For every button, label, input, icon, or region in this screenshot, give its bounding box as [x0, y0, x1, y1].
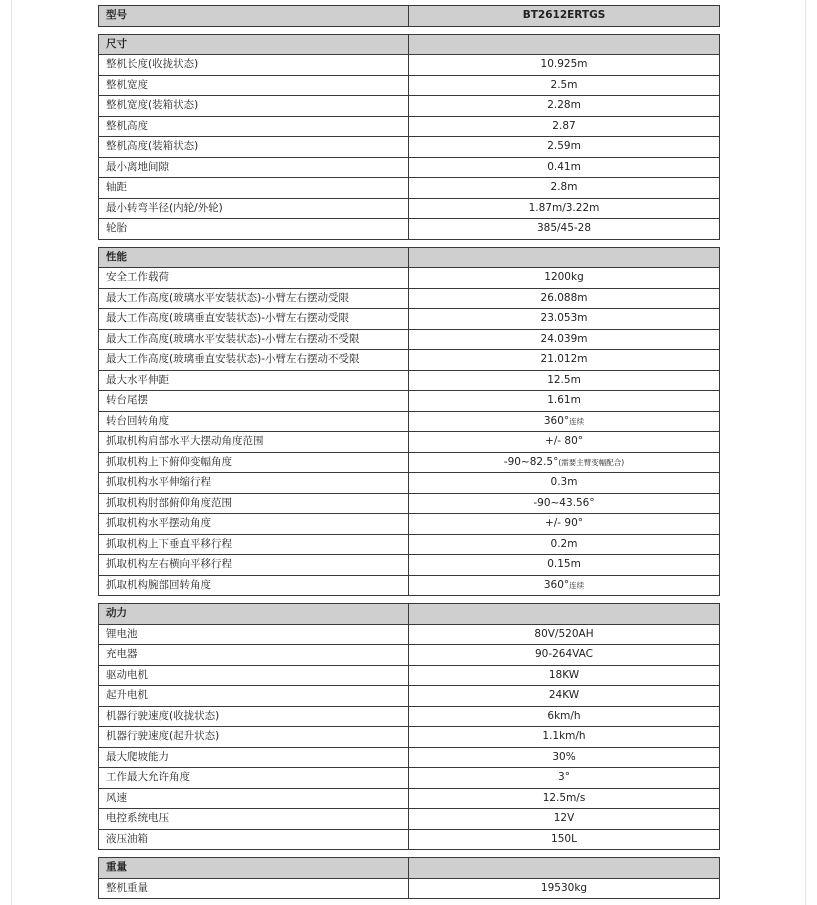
spec-row [99, 432, 720, 453]
spec-row [99, 116, 720, 137]
spec-label: 工作最大允许角度 [99, 768, 409, 789]
spec-value: 12.5m [547, 373, 581, 386]
spec-label: 锂电池 [99, 624, 409, 645]
spec-value-cell [409, 75, 720, 96]
spec-value: 2.87 [552, 119, 576, 132]
spec-label: 风速 [99, 788, 409, 809]
section-title: 性能 [99, 247, 409, 268]
spec-value: -90~43.56° [533, 496, 595, 509]
spec-row [99, 809, 720, 830]
spec-row [99, 878, 720, 899]
spec-label: 抓取机构左右横向平移行程 [99, 555, 409, 576]
spec-label: 充电器 [99, 645, 409, 666]
spec-row [99, 493, 720, 514]
spec-value: 6km/h [547, 709, 581, 722]
spec-value-cell [409, 575, 720, 596]
spec-value: 0.15m [547, 558, 581, 571]
page-edge-right [805, 0, 806, 905]
spec-row [99, 350, 720, 371]
spec-value: 18KW [548, 668, 580, 681]
spec-row [99, 624, 720, 645]
spec-value: 12V [553, 812, 575, 825]
spec-row [99, 452, 720, 473]
spec-label: 最大水平伸距 [99, 370, 409, 391]
spec-row [99, 75, 720, 96]
spec-value-cell [409, 665, 720, 686]
spec-row [99, 706, 720, 727]
section-header-blank [409, 34, 720, 55]
spec-label: 转台尾摆 [99, 391, 409, 412]
spec-value-note: 连续 [569, 580, 585, 590]
section-title: 重量 [99, 858, 409, 879]
spec-value: 0.41m [547, 160, 581, 173]
spec-row [99, 309, 720, 330]
spec-row [99, 178, 720, 199]
spec-value-cell [409, 96, 720, 117]
spec-value: 24KW [548, 689, 580, 702]
spec-value-cell [409, 788, 720, 809]
spec-value: 21.012m [540, 353, 588, 366]
spec-value-cell [409, 432, 720, 453]
spec-row [99, 514, 720, 535]
spec-value: 385/45-28 [536, 222, 592, 235]
spec-value: 150L [551, 832, 577, 845]
spec-row [99, 555, 720, 576]
spec-value: 360° [543, 414, 570, 427]
spec-label: 转台回转角度 [99, 411, 409, 432]
spec-label: 抓取机构腕部回转角度 [99, 575, 409, 596]
spec-label: 抓取机构水平摆动角度 [99, 514, 409, 535]
spec-value: 0.3m [550, 476, 578, 489]
spec-row [99, 575, 720, 596]
spec-value-cell [409, 686, 720, 707]
spec-label: 最大工作高度(玻璃垂直安装状态)-小臂左右摆动受限 [99, 309, 409, 330]
spec-value-cell [409, 645, 720, 666]
spec-row [99, 727, 720, 748]
spec-value: 2.5m [550, 78, 578, 91]
spec-value: 23.053m [540, 312, 588, 325]
spec-row [99, 219, 720, 240]
spec-value: 2.8m [550, 181, 578, 194]
section-header-row [99, 34, 720, 55]
spec-label: 整机重量 [99, 878, 409, 899]
spec-row [99, 768, 720, 789]
model-label: 型号 [99, 6, 409, 27]
spec-value: 30% [552, 750, 576, 763]
spec-label: 整机长度(收拢状态) [99, 55, 409, 76]
spec-value: 0.2m [550, 537, 578, 550]
spec-value: +/- 90° [544, 517, 584, 530]
spec-value-cell [409, 514, 720, 535]
spec-value: +/- 80° [544, 435, 584, 448]
spec-row [99, 473, 720, 494]
spec-value-cell [409, 268, 720, 289]
spec-row [99, 268, 720, 289]
spec-label: 最小转弯半径(内轮/外轮) [99, 198, 409, 219]
section-gap [99, 239, 720, 247]
spec-value-cell [409, 555, 720, 576]
spec-value-cell [409, 370, 720, 391]
spec-row [99, 534, 720, 555]
spec-row [99, 686, 720, 707]
spec-label: 整机高度 [99, 116, 409, 137]
spec-label: 最大工作高度(玻璃水平安装状态)-小臂左右摆动受限 [99, 288, 409, 309]
spec-row [99, 329, 720, 350]
spec-row [99, 55, 720, 76]
spec-row [99, 645, 720, 666]
spec-row [99, 157, 720, 178]
spec-value-cell [409, 55, 720, 76]
section-header-row [99, 858, 720, 879]
spec-sheet [98, 5, 719, 899]
spec-value-cell [409, 452, 720, 473]
section-title: 尺寸 [99, 34, 409, 55]
spec-row [99, 665, 720, 686]
spec-label: 抓取机构肘部俯仰角度范围 [99, 493, 409, 514]
spec-row [99, 829, 720, 850]
spec-label: 整机宽度(装箱状态) [99, 96, 409, 117]
spec-value-note: (需要主臂变幅配合) [558, 457, 625, 467]
spec-value-cell [409, 768, 720, 789]
spec-label: 最大工作高度(玻璃水平安装状态)-小臂左右摆动不受限 [99, 329, 409, 350]
spec-row [99, 391, 720, 412]
section-header-row [99, 604, 720, 625]
spec-label: 抓取机构上下垂直平移行程 [99, 534, 409, 555]
spec-value: 1.87m/3.22m [528, 201, 600, 214]
spec-label: 最小离地间隙 [99, 157, 409, 178]
spec-value-cell [409, 309, 720, 330]
spec-value-note: 连续 [569, 416, 585, 426]
spec-label: 液压油箱 [99, 829, 409, 850]
model-header-row [99, 6, 720, 27]
spec-row [99, 96, 720, 117]
spec-value-cell [409, 391, 720, 412]
spec-value-cell [409, 329, 720, 350]
spec-label: 驱动电机 [99, 665, 409, 686]
spec-value-cell [409, 350, 720, 371]
spec-label: 抓取机构水平伸缩行程 [99, 473, 409, 494]
spec-value: 12.5m/s [542, 791, 586, 804]
spec-value: -90~82.5° [503, 455, 559, 468]
section-header-blank [409, 604, 720, 625]
spec-value-cell [409, 288, 720, 309]
spec-value-cell [409, 624, 720, 645]
spec-value: 90-264VAC [534, 648, 594, 661]
spec-row [99, 198, 720, 219]
section-gap [99, 850, 720, 858]
spec-value-cell [409, 219, 720, 240]
spec-value: 24.039m [540, 332, 588, 345]
spec-value: 1200kg [544, 271, 584, 284]
model-value: BT2612ERTGS [409, 6, 720, 27]
spec-value-cell [409, 473, 720, 494]
spec-row [99, 288, 720, 309]
spec-label: 抓取机构上下俯仰变幅角度 [99, 452, 409, 473]
spec-value: 3° [558, 771, 570, 784]
spec-label: 整机高度(装箱状态) [99, 137, 409, 158]
spec-label: 安全工作载荷 [99, 268, 409, 289]
spec-label: 机器行驶速度(收拢状态) [99, 706, 409, 727]
spec-label: 起升电机 [99, 686, 409, 707]
spec-value-cell [409, 157, 720, 178]
spec-value-cell [409, 747, 720, 768]
spec-label: 电控系统电压 [99, 809, 409, 830]
spec-value-cell [409, 829, 720, 850]
section-header-blank [409, 858, 720, 879]
spec-value-cell [409, 137, 720, 158]
spec-row [99, 411, 720, 432]
spec-value-cell [409, 411, 720, 432]
spec-label: 抓取机构肩部水平大摆动角度范围 [99, 432, 409, 453]
section-title: 动力 [99, 604, 409, 625]
spec-row [99, 747, 720, 768]
spec-value: 26.088m [540, 291, 588, 304]
spec-label: 轴距 [99, 178, 409, 199]
spec-value-cell [409, 178, 720, 199]
spec-value: 1.61m [547, 394, 581, 407]
spec-value-cell [409, 493, 720, 514]
spec-label: 最大爬坡能力 [99, 747, 409, 768]
spec-value-cell [409, 534, 720, 555]
spec-label: 机器行驶速度(起升状态) [99, 727, 409, 748]
spec-table [98, 5, 720, 899]
section-header-blank [409, 247, 720, 268]
spec-label: 最大工作高度(玻璃垂直安装状态)-小臂左右摆动不受限 [99, 350, 409, 371]
spec-label: 整机宽度 [99, 75, 409, 96]
spec-value: 1.1km/h [542, 730, 586, 743]
section-gap [99, 596, 720, 604]
spec-value: 10.925m [540, 58, 588, 71]
spec-value: 360° [543, 578, 570, 591]
spec-value-cell [409, 706, 720, 727]
spec-value: 2.59m [547, 140, 581, 153]
section-header-row [99, 247, 720, 268]
section-gap [99, 26, 720, 34]
spec-value-cell [409, 878, 720, 899]
spec-row [99, 137, 720, 158]
page-edge-left [11, 0, 12, 905]
spec-row [99, 370, 720, 391]
spec-value: 2.28m [547, 99, 581, 112]
spec-row [99, 788, 720, 809]
spec-value: 19530kg [540, 881, 588, 894]
spec-value-cell [409, 198, 720, 219]
spec-value-cell [409, 809, 720, 830]
spec-value-cell [409, 727, 720, 748]
spec-value: 80V/520AH [534, 627, 594, 640]
spec-value-cell [409, 116, 720, 137]
spec-label: 轮胎 [99, 219, 409, 240]
